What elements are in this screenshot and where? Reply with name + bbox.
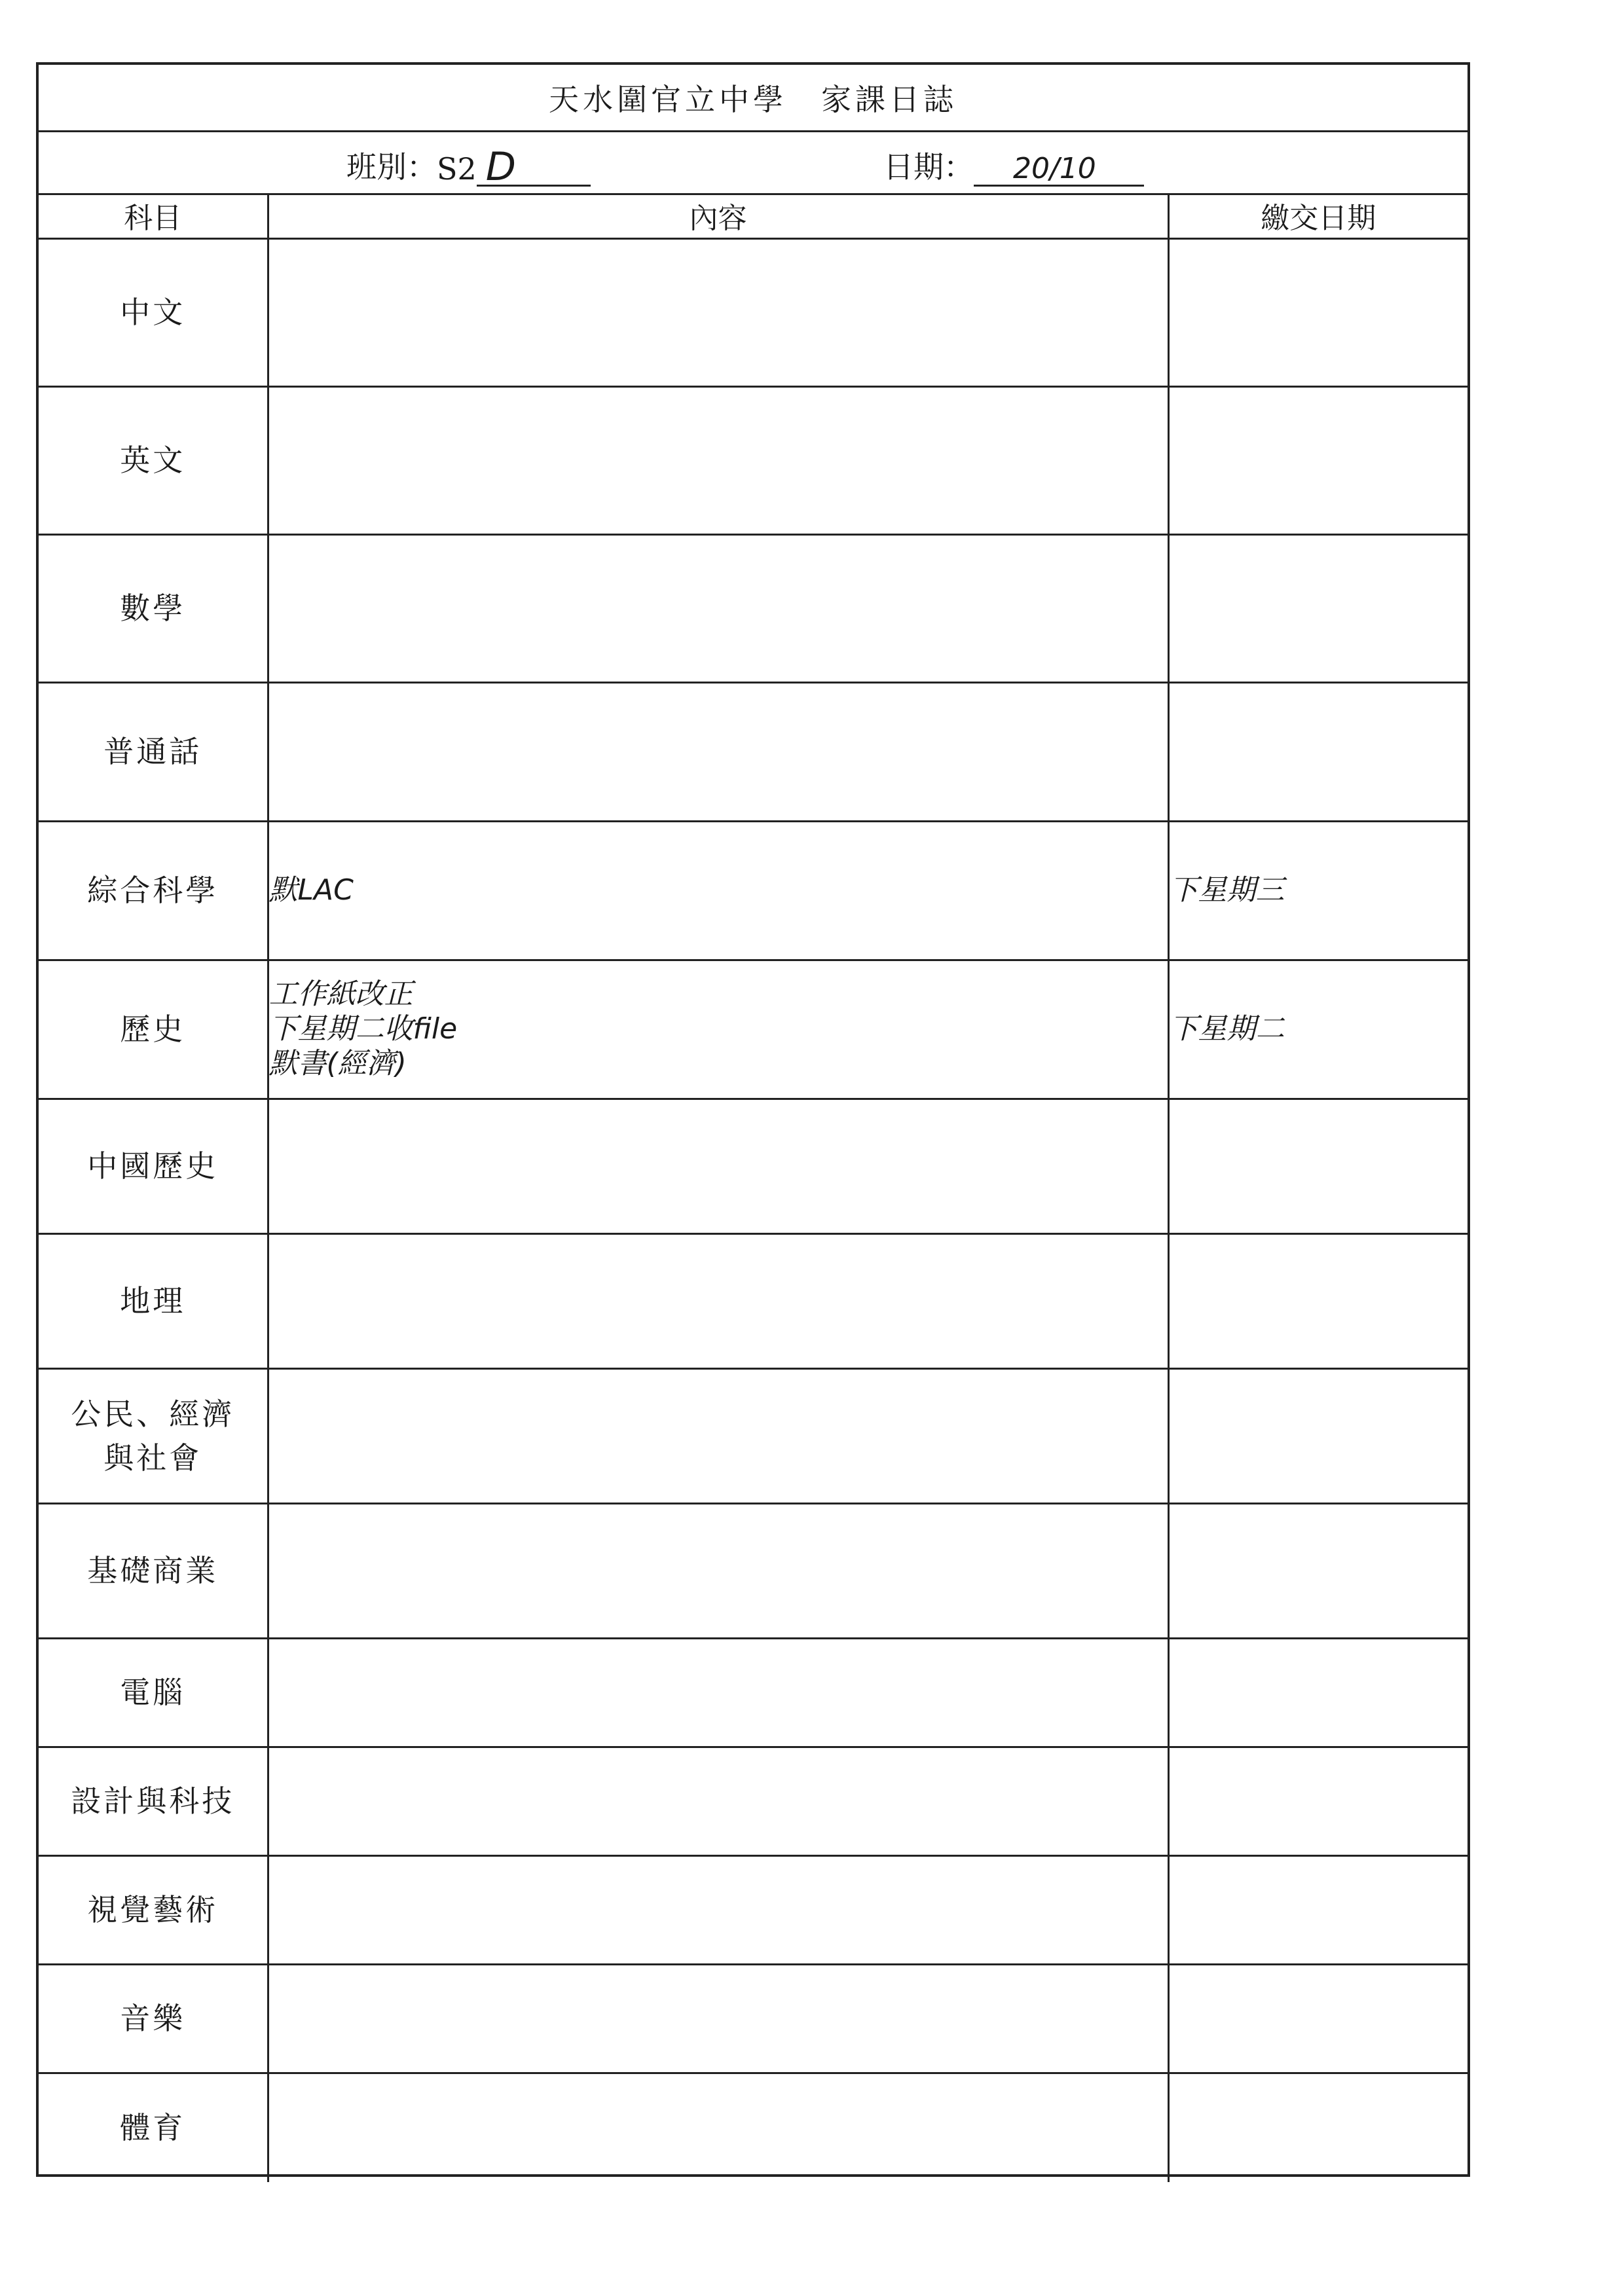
table-row [39,239,1467,387]
table-row [39,1504,1467,1639]
header-row [39,193,1467,239]
content-cell [268,1856,1168,1965]
subject-cell: 設計與科技 [39,1747,268,1856]
handwritten-note: 下星期二收file [268,1012,458,1046]
table-row [39,1856,1467,1965]
table-row [39,683,1467,822]
due-date-cell [1168,387,1467,535]
table-row [39,1099,1467,1234]
table-row [39,1639,1467,1747]
subject-cell: 體育 [39,2073,268,2182]
content-cell [268,1369,1168,1504]
date-label: 日期： [883,149,974,185]
due-date-cell [1168,1965,1467,2073]
subject-cell: 歷史 [39,960,268,1099]
content-cell [268,1965,1168,2073]
page-title: 天水圍官立中學 家課日誌 [39,65,1467,132]
subject-cell: 音樂 [39,1965,268,2073]
class-label: 班別： [346,149,437,185]
subject-cell: 英文 [39,387,268,535]
due-date-cell [1168,2073,1467,2182]
due-date-cell [1168,1234,1467,1369]
class-field [346,143,591,190]
subject-cell: 基礎商業 [39,1504,268,1639]
due-date-cell: 下星期三 [1168,822,1467,960]
content-cell [268,2073,1168,2182]
info-row [39,130,1467,195]
subject-header: 科目 [39,193,268,239]
due-date-cell [1168,1099,1467,1234]
due-date-cell [1168,1856,1467,1965]
content-cell [268,239,1168,387]
date-field [883,143,1144,187]
content-cell [268,1639,1168,1747]
subject-cell: 視覺藝術 [39,1856,268,1965]
content-cell [268,535,1168,683]
subject-cell: 電腦 [39,1639,268,1747]
due-date-header: 繳交日期 [1168,193,1467,239]
table-row [39,1965,1467,2073]
subject-cell: 公民、經濟 與社會 [39,1369,268,1504]
handwritten-note: 默書(經濟) [268,1046,407,1080]
homework-table [39,193,1467,2182]
subject-cell: 地理 [39,1234,268,1369]
subject-cell: 綜合科學 [39,822,268,960]
date-value: 20/10 [974,151,1144,187]
due-date-cell [1168,1639,1467,1747]
content-cell [268,960,1168,1099]
subject-cell: 中國歷史 [39,1099,268,1234]
handwritten-note: 默LAC [268,873,354,907]
subject-cell: 普通話 [39,683,268,822]
content-cell [268,1234,1168,1369]
handwritten-note: 工作紙改正 [268,977,413,1011]
content-cell [268,1504,1168,1639]
content-cell [268,683,1168,822]
due-date-cell [1168,1369,1467,1504]
class-value: D [477,149,591,187]
table-row [39,1369,1467,1504]
due-date-cell [1168,683,1467,822]
content-cell [268,1747,1168,1856]
content-cell [268,387,1168,535]
table-row [39,387,1467,535]
table-row [39,2073,1467,2182]
table-row [39,1747,1467,1856]
due-date-cell [1168,1747,1467,1856]
due-date-cell [1168,535,1467,683]
table-row [39,822,1467,960]
content-cell [268,822,1168,960]
class-prefix: S2 [437,151,477,187]
subject-cell: 數學 [39,535,268,683]
subject-cell: 中文 [39,239,268,387]
due-date-cell [1168,239,1467,387]
table-row [39,960,1467,1099]
content-header: 內容 [268,193,1168,239]
content-cell [268,1099,1168,1234]
due-date-cell [1168,1504,1467,1639]
homework-diary-sheet [36,62,1470,2177]
due-date-cell: 下星期二 [1168,960,1467,1099]
table-row [39,535,1467,683]
table-row [39,1234,1467,1369]
